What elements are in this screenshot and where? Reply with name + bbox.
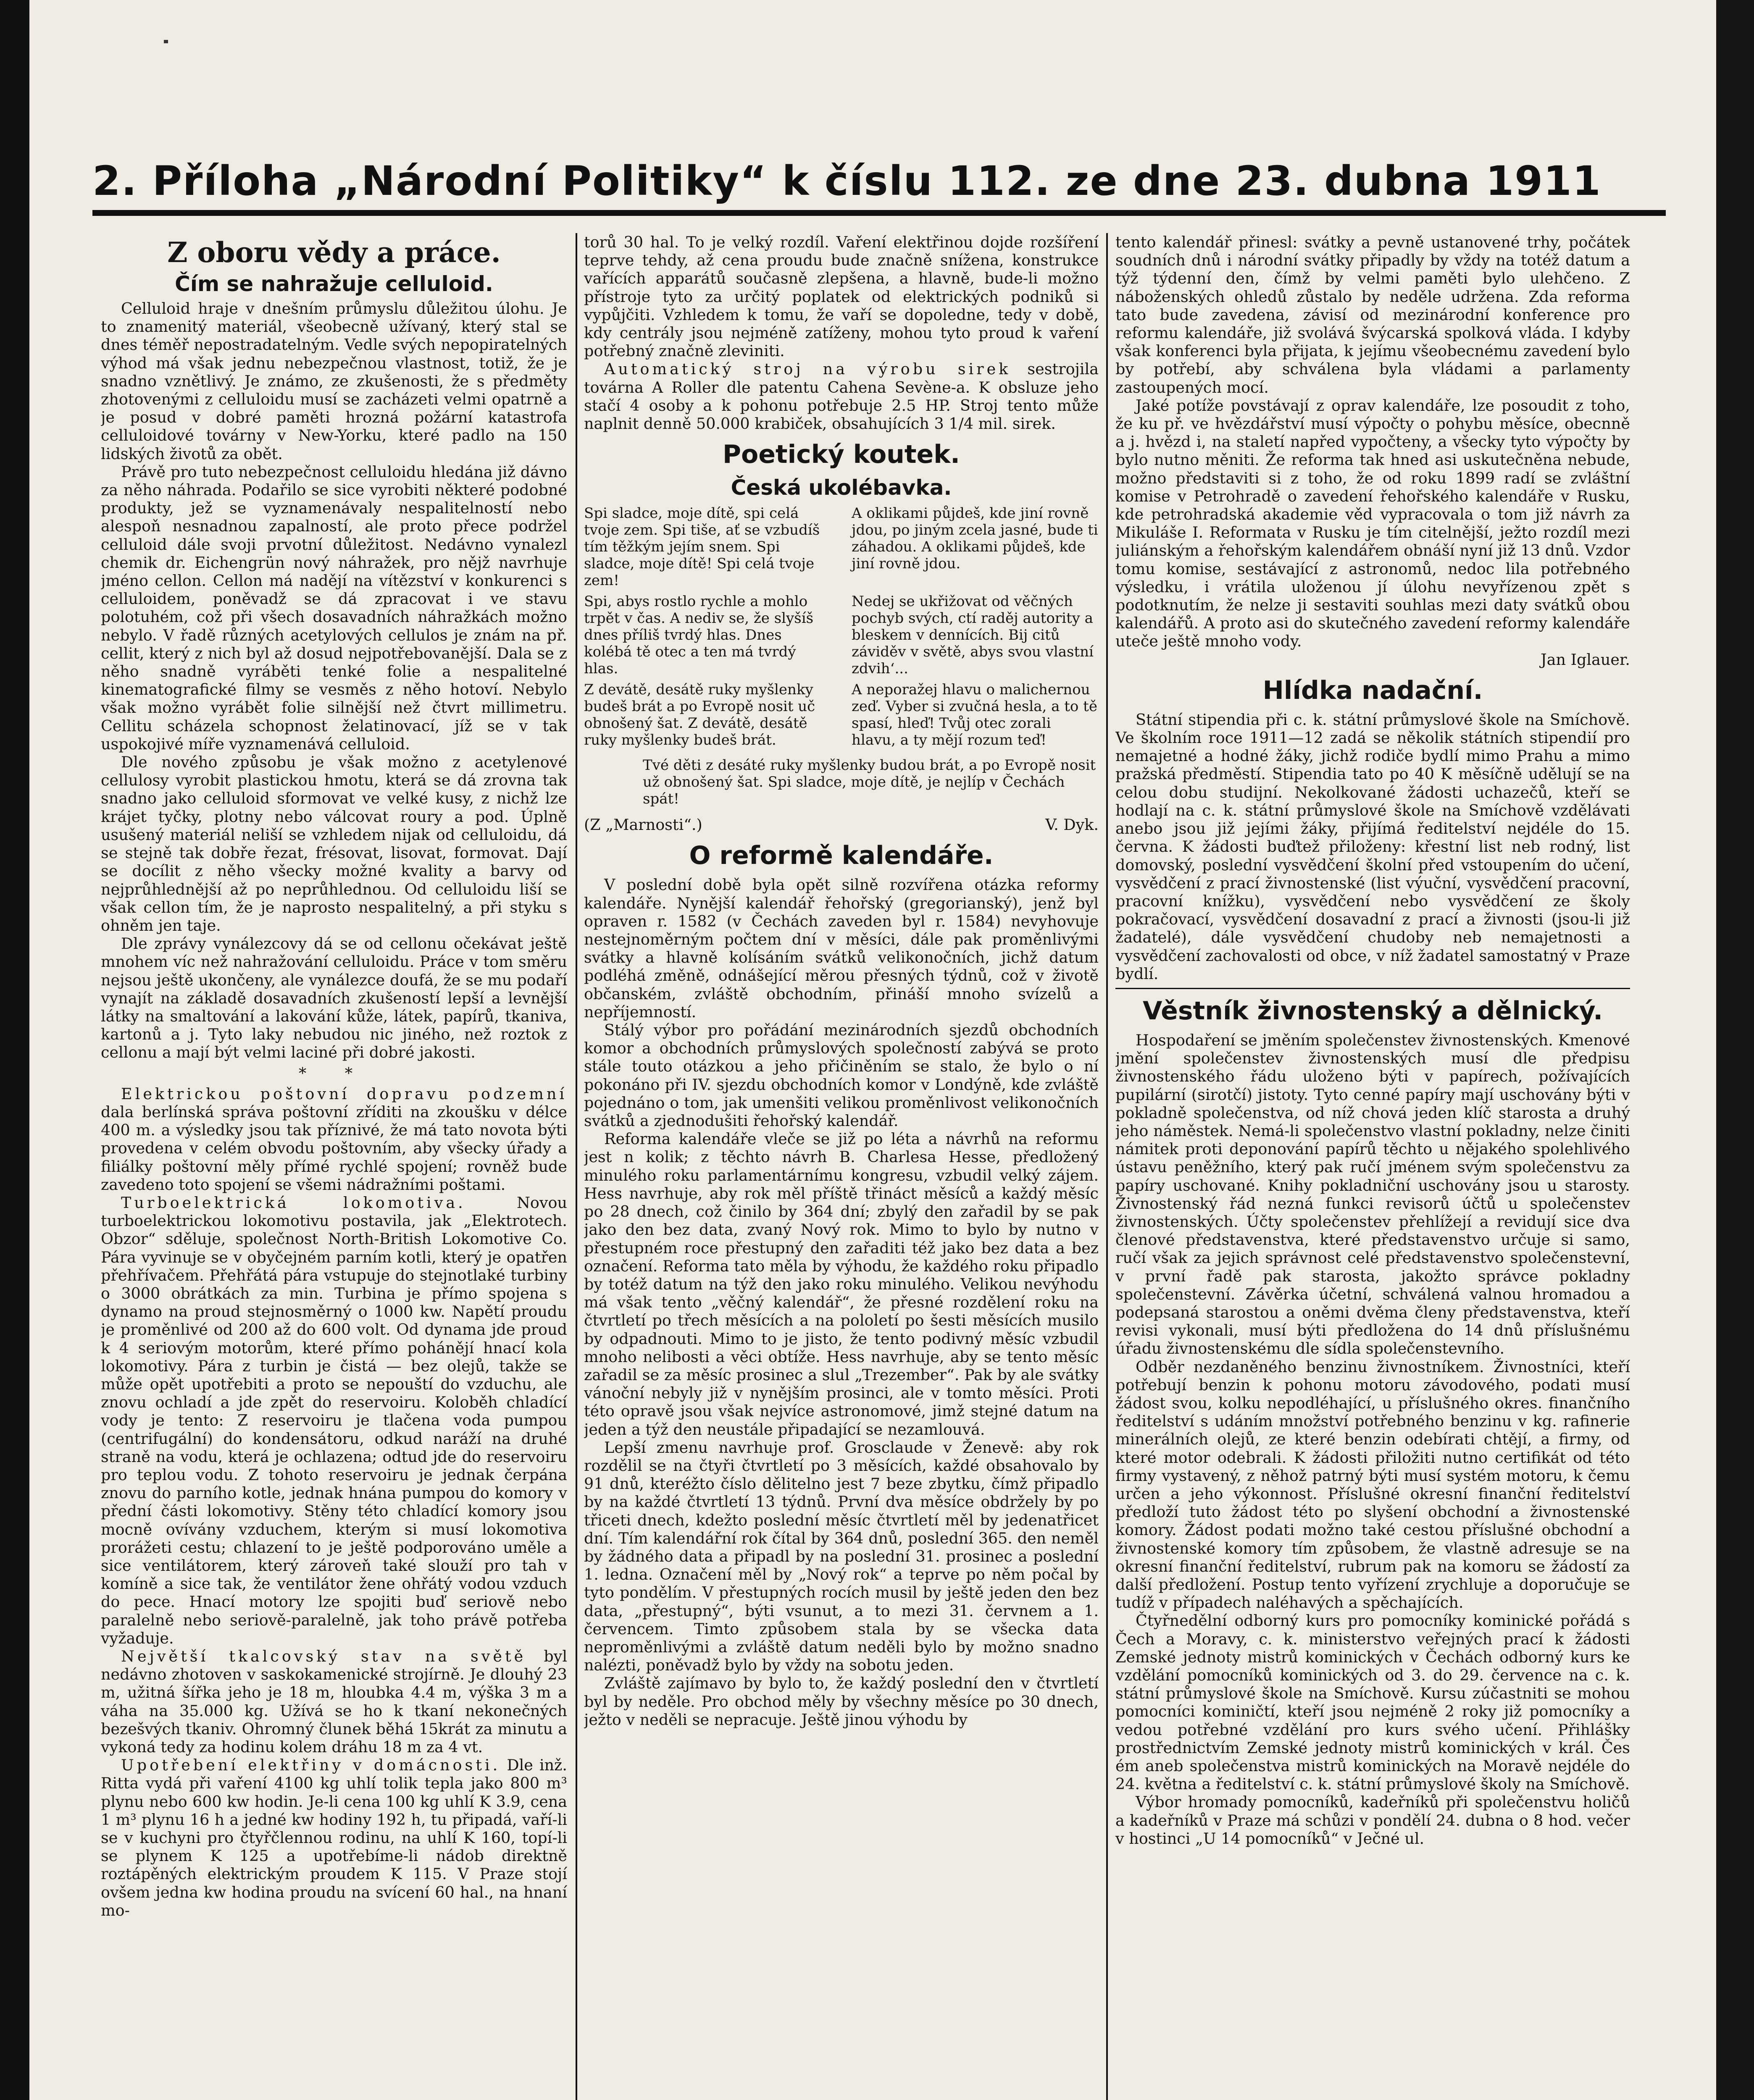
scan-right-edge xyxy=(1716,0,1754,2100)
paragraph xyxy=(101,1647,567,1756)
poem-author: V. Dyk. xyxy=(1045,816,1099,834)
section-title-poetry: Poetický koutek. xyxy=(723,440,960,470)
section-title-foundations: Hlídka nadační. xyxy=(1262,675,1483,705)
poem-stanza-row xyxy=(584,681,1099,748)
article-author: Jan Iglauer. xyxy=(1541,650,1630,669)
paragraph: Dle zprávy vynálezcovy dá se od cellonu očekávat ještě mnohem víc než nahražování celluloidu. Práce v tom směru nejsou ještě ukončeny, ale vynálezce doufá, že se mu podaří vynajít na základě dosavadních zkušeností lepší a levnější látky na smaltování a lakování kůže, látek, papírů, tkaniva, kartonů a j. Tyto laky nebudou nic jiného, než roztok z cellonu a mají být velmi laciné při dobré jakosti. xyxy=(101,934,567,1062)
paragraph: Reforma kalendáře vleče se již po léta a návrhů na reformu jest n kolik; z těchto návrh B. Charlesa Hesse, předložený minulého roku parlamentárnímu kongresu, vzbudil velký zájem. Hess navrhuje, aby rok měl příště třináct měsíců a každý měsíc po 28 dnech, což činilo by 364 dní; zbylý den zařadil by se pak jako den bez data, zvaný Nový rok. Mimo to bylo by nutno v přestupném roce přestupný den zařaditi též jako bez data a bez označení. Reforma tato měla by výhodu, že každého roku připadlo by totéž datum na týž den jako roku minulého. Velikou nevýhodu má však tento „věčný kalendář“, že přesné rozdělení roku na čtvrtletí po třech měsících a na pololetí po šesti měsících musilo by odpadnouti. Mimo to je jisto, že tento podivný měsíc vzbudil mnoho nelibosti a věci obtíže. Hess navrhuje, aby se tento měsíc zařadil se za měsíc prosinec a slul „Trezember“. Pak by ale svátky vánoční nebyly již v nynějším prosinci, ale v tomto měsíci. Proti této opravě jsou však nejvíce astronomové, jimž stejné datum na jeden a týž den neustále připadající se nezamlouvá. xyxy=(584,1130,1099,1438)
poem-stanza: A oklikami půjdeš, kde jiní rovně jdou, po jiným zcela jasné, bude ti záhadou. A oklikami půjdeš, kde jiní rovně jdou. xyxy=(852,505,1098,572)
newspaper-page xyxy=(29,0,1716,2100)
paragraph-body: sestrojila továrna A Roller dle patentu Cahena Sevène-a. K obsluze jeho stačí 4 osoby a k pohonu potřebuje 2.5 HP. Stroj tento může naplnit denně 50.000 krabiček, obsahujících 3 1/4 mil. sirek. xyxy=(584,360,1099,433)
column-3 xyxy=(1115,233,1630,2100)
lead-phrase: Upotřebení elektřiny v domácnosti. xyxy=(121,1756,501,1774)
section-title-science: Z oboru vědy a práce. xyxy=(167,236,501,269)
scan-speck xyxy=(164,40,168,43)
poem-stanza: Nedej se ukřižovat od věčných pochyb svých, ctí raděj autority a bleskem v dennících. Bij citů záviděv v světě, abys svou vlastní zdvih‘... xyxy=(852,593,1094,677)
page-header: 2. Příloha „Národní Politiky“ k číslu 112. ze dne 23. dubna 1911 xyxy=(92,158,1601,205)
paragraph: tento kalendář přinesl: svátky a pevně ustanovené trhy, počátek soudních dnů i národní svátky připadly by vždy na totéž datum a týž týdenní den, čímž by velmi paměti bylo ulehčeno. Z náboženských ohledů zůstalo by neděle udržena. Zda reforma tato bude zavedena, závisí od mezinárodní konference pro reformu kalendáře, již svolává švýcarská spolková vláda. I kdyby však konferenci byla přijata, k jejímu všeobecnému zavedení bylo by potřebí, aby schválena byla vládami a parlamenty zastoupených mocí. xyxy=(1115,233,1630,396)
poem-stanza: Spi sladce, moje dítě, spi celá tvoje zem. Spi tiše, ať se vzbudíš tím těžkým jejím snem. Spi sladce, moje dítě! Spi celá tvoje zem! xyxy=(584,505,820,589)
poem-stanza: Z devátě, desátě ruky myšlenky budeš brát a po Evropě nosit uč obnošený šat. Z devátě, desátě ruky myšlenky budeš brát. xyxy=(584,681,815,749)
separator-stars: * * xyxy=(298,1064,370,1082)
paragraph: Výbor hromady pomocníků, kadeřníků při společenstvu holičů a kadeřníků v Praze má schůzi v pondělí 24. dubna o 8 hod. večer v hostinci „U 14 pomocníků“ v Ječné ul. xyxy=(1115,1793,1630,1848)
poem-source: (Z „Marnosti“.) xyxy=(584,816,702,834)
poem-credit xyxy=(584,816,1099,834)
paragraph: torů 30 hal. To je velký rozdíl. Vaření elektřinou dojde rozšíření teprve tehdy, až cena proudu bude značně snížena, konstrukce vařících apparátů současně zlepšena, a hlavně, bude-li možno přístroje tyto za určitý poplatek od elektrických podniků si vypůjčiti. Vzhledem k tomu, že vaří se dopoledne, tedy v době, kdy centrály jsou nejméně zatíženy, mohou tyto proud k vaření potřebný značně zleviniti. xyxy=(584,233,1099,360)
article-title-celluloid: Čím se nahražuje celluloid. xyxy=(175,272,493,296)
header-rule xyxy=(92,210,1666,216)
poem-final-stanza: Tvé děti z desáté ruky myšlenky budou brát, a po Evropě nosit už obnošený šat. Spi sladce, moje dítě, je nejlíp v Čechách spát! xyxy=(643,757,1096,808)
paragraph: Stálý výbor pro pořádání mezinárodních sjezdů obchodních komor a obchodních průmyslových společností zabývá se proto stále touto otázkou a jeho přičiněním se stalo, že bylo o ní pokonáno při IV. sjezdu obchodních komor v Londýně, kde zvláště pojednáno o tom, jak umenšiti velikou proměnlivost velikonočních svátků a zjednodušiti řehořský kalendář. xyxy=(584,1021,1099,1130)
paragraph: Hospodaření se jměním společenstev živnostenských. Kmenové jmění společenstev živnostenských musí dle předpisu živnostenského řádu uloženo býti v papírech, požívajících pupilární (sirotčí) jistoty. Tyto cenné papíry mají uschovány býti v pokladně společenstva, od níž chová jeden klíč starosta a druhý jeho náměstek. Nemá-li společenstvo vlastní pokladny, nelze činiti námitek proti deponování papírů těchto u nějakého spolehlivého ústavu peněžního, který pak ručí jménem svým společenstvu za papíry uschované. Knihy pokladniční uschovány jsou u starosty. Živnostenský řád nezná funkci revisorů účtů u společenstev živnostenských. Účty společenstev přehlížejí a revidují sice dva členové představenstva, které představenstvo určuje si samo, ručí však za jejich správnost celé představenstvo společenstevní, v první řadě pak starosta, jakožto správce pokladny společenstevní. Závěrka účetní, schválená valnou hromadou a podepsaná starostou a oněmi dvěma členy představenstva, kteří revisi vykonali, musí býti předložena do 14 dnů příslušnému úřadu živnostenskému dle sídla společenstevního. xyxy=(1115,1031,1630,1358)
poem-stanza: Spi, abys rostlo rychle a mohlo trpět v čas. A nediv se, že slyšíš dnes příliš tvrdý hlas. Dnes kolébá tě otec a ten má tvrdý hlas. xyxy=(584,593,814,677)
paragraph: Právě pro tuto nebezpečnost celluloidu hledána již dávno za něho náhrada. Podařilo se sice vyrobiti některé podobné produkty, jež se vyznamenávaly nespalitelností nebo alespoň nesnadnou zapalností, ale proto přece podržel celluloid dále svoji prvotní důležitost. Nedávno vynalezl chemik dr. Eichengrün nový náhražek, pro nějž navrhuje jméno cellon. Cellon má nadějí na vítězství v konkurenci s celluloidem, poněvadž se dá zpracovat i ve stavu polotuhém, což při všech dosavadních náhražkách možno nebylo. V řadě různých acetylových cellulos je znám na př. cellit, který z nich byl až dosud nejpotřebovanější. Dala se z něho snadně vyráběti tenké folie a nespalitelné kinematografické filmy se vesměs z něho hotoví. Nebylo však možno vyrábět folie silnější než čtvrt millimetru. Cellitu scházela schopnost želatinovací, jíž se v tak uspokojivé míře vyznamenává celluloid. xyxy=(101,462,567,753)
paragraph xyxy=(101,1085,567,1194)
column-divider-1 xyxy=(576,233,577,2100)
paragraph: V poslední době byla opět silně rozvířena otázka reformy kalendáře. Nynější kalendář řehořský (gregorianský), jenž byl opraven r. 1582 (v Čechách zaveden byl r. 1584) nevyhovuje nestejnoměrným počtem dní v měsíci, dále pak proměnlivými svátky a hlavně kolísáním svátků velikonočních, jichž datum podléhá změně, odnášející měrou přesných týdnů, což v životě občanském, zvláště obchodním, přináší mnoho svízelů a nepříjemností. xyxy=(584,876,1099,1021)
paragraph-body: Novou turboelektrickou lokomotivu postavila, jak „Elektrotech. Obzor“ sděluje, společnost North-British Lokomotive Co. Pára vyvinuje se v obyčejném parním kotli, který je opatřen přehřívačem. Přehřátá pára vstupuje do stejnotlaké turbiny o 3000 obrátkách za min. Turbina je přímo spojena s dynamo na proud stejnosměrný o 1000 kw. Napětí proudu je proměnlivé od 200 až do 600 volt. Od dynama jde proud k 4 seriovým motorům, které přímo pohánějí hnací kola lokomotivy. Pára z turbin je čistá — bez olejů, takže se může opět upotřebiti a proto se nepouští do vzduchu, ale znovu ochladí a jde zpět do reservoiru. Koloběh chladící vody je tento: Z reservoiru je tlačena voda pumpou (centrifugální) do kondensátoru, odkud naráží na druhé straně na vodu, která je ochlazena; odtud jde do reservoiru pro teplou vodu. Z tohoto reservoiru je jednak čerpána znovu do parního kotle, jednak hnána pumpou do komory v přední části lokomotivy. Stěny této chladící komory jsou mocně ovívány vzduchem, kterým si musí lokomotiva prorážeti cestu; chlazení to je ještě podporováno uměle a sice ventilátorem, který zároveň také slouží pro tah v komíně a sice tak, že ventilátor žene ohřátý vodou vzduch do pece. Hnací motory lze spojiti buď seriově nebo paralelně nebo seriově-paralelně, jak toho právě potřeba vyžaduje. xyxy=(101,1193,567,1647)
lead-phrase: Elektrickou poštovní dopravu podzemní xyxy=(121,1084,567,1103)
poem-title: Česká ukolébavka. xyxy=(731,475,952,500)
paragraph xyxy=(101,1194,567,1647)
section-title-trade-bulletin: Věstník živnostenský a dělnický. xyxy=(1143,996,1603,1026)
paragraph: Celluloid hraje v dnešním průmyslu důležitou úlohu. Je to znamenitý materiál, všeobecně užívaný, který stal se dnes téměř nepostradatelným. Vedle svých nepopiratelných výhod má však jednu nebezpečnou vlastnost, totiž, že je snadno vznětlivý. Je známo, ze zkušenosti, že s předměty zhotovenými z celluloidu musí se zacházeti velmi opatrně a je posud v dobré paměti hrozná požární katastrofa celluloidové továrny v New-Yorku, které padlo na 150 lidských životů za obět. xyxy=(101,299,567,463)
paragraph: Dle nového způsobu je však možno z acetylenové cellulosy vyrobit plastickou hmotu, která se dá zrovna tak snadno jako celluloid sformovat ve velké kusy, z nichž lze krájet tyčky, plotny nebo válcovat roury a pod. Úplně usušený materiál neliší se vzhledem nijak od celluloidu, dá se stejně tak dobře řezat, frésovat, lisovat, formovat. Dají se docílit z něho všecky možné kvality a barvy od nejprůhlednější až po neprůhlednou. Od celluloidu liší se však cellon tím, že je naprosto nespalitelný, a při styku s ohněm jen taje. xyxy=(101,753,567,934)
poem-stanza-row xyxy=(584,593,1099,677)
poem-stanza: A neporažej hlavu o malichernou zeď. Vyber si zvučná hesla, a to tě spasí, hleď! Tvůj otec zorali hlavu, a ty mějí rozum teď! xyxy=(852,681,1097,749)
paragraph-body: Dle inž. Ritta vydá při vaření 4100 kg uhlí tolik tepla jako 800 m³ plynu nebo 600 kw hodin. Je-li cena 100 kg uhlí K 3.9, cena 1 m³ plynu 16 h a jedné kw hodiny 192 h, tu připadá, vaří-li se v kuchyni pro čtyřčlennou rodinu, na uhlí K 160, topí-li se plynem K 125 a upotřebíme-li nádob direktně roztápěných elektrickým proudem K 115. V Praze stojí ovšem jedna kw hodina proudu na svícení 60 hal., na hnaní mo- xyxy=(101,1756,567,1919)
paragraph: Jaké potíže povstávají z oprav kalendáře, lze posoudit z toho, že ku př. ve hvězdářství musí výpočty o pohybu měsíce, obecnně a j. hvězd i, na staletí napřed vypočteny, a všecky tyto výpočty by bylo nutno měniti. Že reforma tak hned asi uskutečněna nebude, možno představiti si z toho, že od roku 1899 radí se zvláštní komise v Petrohradě o zavedení řehořského kalendáře v Rusku, kde petrohradská akademie věd vypracovala o tom již návrh za Mikuláše I. Reformata v Rusku je tím citelnější, ježto rozdíl mezi juliánským a řehořským kalendářem obnáší nyní již 13 dnů. Vzdor tomu komise, sestávající z astronomů, nedoc lila potřebného výsledku, i vrátila uloženou jí úlohu nevyřízenou zpět s podotknutím, že nelze ji sestaviti souhlas mezi daty svátků obou kalendářů. A proto asi do skutečného zavedení reformy kalendáře uteče ještě mnoho vody. xyxy=(1115,396,1630,651)
poem-stanza-row xyxy=(584,505,1099,589)
lead-phrase: Turboelektrická lokomotiva. xyxy=(121,1193,466,1212)
lead-phrase: Největší tkalcovský stav na světě xyxy=(121,1647,526,1666)
paragraph xyxy=(101,1756,567,1919)
scan-left-edge xyxy=(0,0,29,2100)
paragraph xyxy=(584,360,1099,433)
column-2 xyxy=(584,233,1099,2100)
section-rule xyxy=(1115,988,1630,989)
column-1 xyxy=(101,233,567,2100)
paragraph: Státní stipendia při c. k. státní průmyslové škole na Smíchově. Ve školním roce 1911—12 zadá se několik státních stipendií pro nemajetné a hodné žáky, jichž rodiče bydlí mimo Prahu a mimo pražská předměstí. Stipendia tato po 40 K měsíčně udělují se na celou dobu studijní. Nekolkované žádosti uchazečů, kteří se hodlají na c. k. státní průmyslové škole na Smíchově vzdělávati anebo jsou již jejími žáky, přijímá ředitelství nejdéle do 15. června. K žádosti buďtež přiloženy: křestní list neb rodný, list domovský, poslední vysvědčení školní před vstoupením do učení, vysvědčení z prací živnostenské (list výuční, vysvědčení pracovní, pracovní knížku), vysvědčení nebo vysvědčení ze školy pokračovací, vysvědčení dosavadní z prací a živnosti (jsou-li již žadatelé), dále vysvědčení chudoby neb nemajetnosti a vysvědčení zachovalosti od obce, v níž žadatel samostatný v Praze bydlí. xyxy=(1115,710,1630,983)
paragraph: Lepší zmenu navrhuje prof. Grosclaude v Ženevě: aby rok rozdělil se na čtyři čtvrtletí po 3 měsících, každé obsahovalo by 91 dnů, kteréžto číslo dělitelno jest 7 beze zbytku, čímž připadlo by na každé čtvrtletí 13 týdnů. První dva měsíce obdržely by po třiceti dnech, kdežto poslední měsíc čtvrtletí měl by jedenatřicet dní. Tím kalendářní rok čítal by 364 dnů, poslední 365. den neměl by žádného data a připadl by na poslední 31. prosinec a poslední 1. ledna. Označení měl by „Nový rok“ a teprve po něm počal by tyto pondělím. V přestupných rocích musil by ještě jeden den bez data, „přestupný“, býti vsunut, a to mezi 31. červnem a 1. červencem. Timto způsobem stala by se všecka data neproměnlivými a zvláště datum neděli bylo by možno snadno nalézti, poněvadž bylo by vždy na sobotu jeden. xyxy=(584,1438,1099,1675)
article-title-calendar-reform: O reformě kalendáře. xyxy=(689,841,994,871)
paragraph: Čtyřnedělní odborný kurs pro pomocníky kominické pořádá s Čech a Moravy, c. k. ministerstvo veřejných prací k žádosti Zemské jednoty mistrů kominických v Čechách odborný kurs ke vzdělání pomocníků kominických od 3. do 29. července na c. k. státní průmyslové škole na Smíchově. Kursu zúčastniti se mohou pomocníci kominičtí, kteří jsou nejméně 2 roky již pomocníky a vedou potřebné vzdělání pro kurs svého učení. Přihlášky prostřednictvím Zemské jednoty mistrů kominických v král. Čes ém aneb společenstva mistrů kominických na Moravě nejdéle do 24. května a ředitelství c. k. státní průmyslové školy na Smíchově. xyxy=(1115,1612,1630,1793)
paragraph: Odběr nezdaněného benzinu živnostníkem. Živnostníci, kteří potřebují benzin k pohonu motoru závodového, podati musí žádost svou, kolku nepodléhající, u příslušného okres. finančního ředitelství s udáním množství potřebného benzinu v kg. rafinerie minerálních olejů, ze které benzin odebírati chtějí, a firmy, od které motor odebrali. K žádosti přiložiti nutno certifikát od této firmy vystavený, z něhož patrný býti musí systém motoru, k čemu určen a jeho výkonnost. Příslušné okresní finanční ředitelství předloží tuto žádost této po slyšení obchodní a živnostenské komory. Žádost podati možno také cestou příslušné obchodní a živnostenské komory tím způsobem, že vlastně adresuje se na okresní finanční ředitelství, rubrum pak na komoru se žádostí za další předložení. Postup tento vyřízení zrychluje a doporučuje se tudíž v případech naléhavých a spěchajících. xyxy=(1115,1357,1630,1612)
lead-phrase: Automatický stroj na výrobu sirek xyxy=(604,360,1011,378)
paragraph-body: byl nedávno zhotoven v saskokamenické strojírně. Je dlouhý 23 m, užitná šířka jeho je 18 m, hloubka 4.4 m, výška 3 m a váha na 35.000 kg. Užívá se ho k tkaní nekonečných bezešvých tkaniv. Ohromný člunek běhá 15krát za minutu a vykoná tedy za hodinu kolem dráhu 18 m za 4 vt. xyxy=(101,1647,567,1756)
paragraph-body: dala berlínská správa poštovní zříditi na zkoušku v délce 400 m. a výsledky jsou tak příznivé, že má tato novota býti provedena v celém obvodu poštovním, aby všecky úřady a filiálky poštovní měly přímé rychlé spojení; rovněž bude zavedeno toto spojení se všemi nádražními poštami. xyxy=(101,1102,567,1194)
column-divider-2 xyxy=(1106,233,1108,2100)
paragraph: Zvláště zajímavo by bylo to, že každý poslední den v čtvrtletí byl by neděle. Pro obchod měly by všechny měsíce po 30 dnech, ježto v neděli se nepracuje. Ještě jinou výhodu by xyxy=(584,1674,1099,1729)
